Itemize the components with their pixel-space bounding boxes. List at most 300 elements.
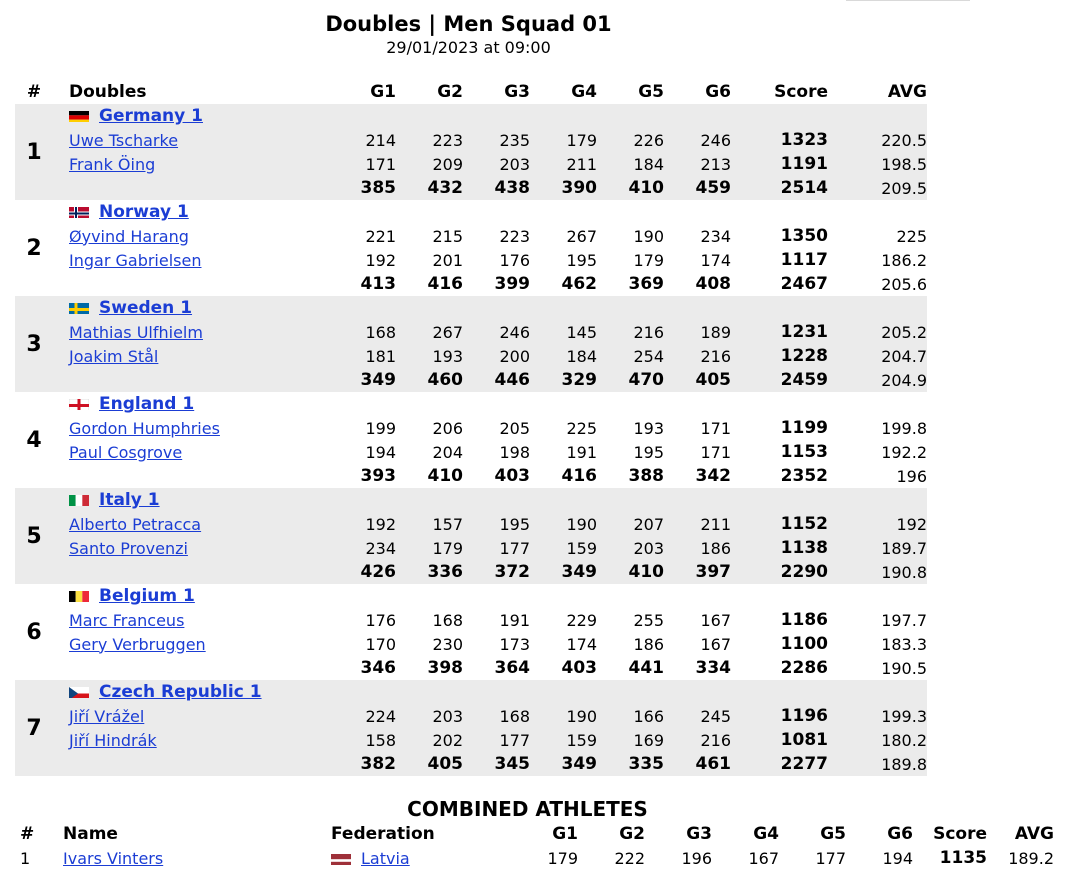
- player-total-score-value: 1199: [780, 418, 828, 438]
- team-game-total-value: 346: [360, 658, 396, 678]
- player-name-cell: [53, 704, 329, 728]
- game-score-g1: 192: [329, 512, 396, 536]
- game-score-g5: 193: [633, 418, 664, 438]
- team-game-total-g2: [396, 560, 463, 584]
- rank-number: 4: [26, 427, 42, 453]
- empty-cell: [329, 392, 396, 416]
- team-total-score: [731, 176, 828, 200]
- empty-cell: [828, 584, 927, 608]
- player-name-cell: [53, 632, 329, 656]
- empty-cell: [463, 200, 530, 224]
- game-score-g4: 267: [566, 226, 597, 246]
- col-g4: G4: [571, 81, 597, 102]
- sweden-flag-icon: [69, 301, 89, 314]
- team-name-row: [15, 392, 927, 416]
- team-totals-row: [15, 752, 927, 776]
- game-score-g3: 203: [463, 152, 530, 176]
- player-total-score-value: 1153: [780, 442, 828, 462]
- team-game-total-g3: [463, 464, 530, 488]
- empty-cell: [53, 176, 329, 200]
- game-score-g2: 168: [432, 610, 463, 630]
- empty-cell: [731, 584, 828, 608]
- empty-cell: [597, 104, 664, 128]
- team-game-total-g5: [597, 176, 664, 200]
- combined-col-score: Score: [933, 824, 987, 844]
- game-score-g4: 184: [530, 344, 597, 368]
- team-game-total-value: 398: [427, 658, 463, 678]
- team-group: [15, 200, 927, 296]
- player-link[interactable]: Marc Franceus: [69, 610, 185, 630]
- team-group: [15, 488, 927, 584]
- belgium-flag-icon: [69, 589, 89, 602]
- team-name-row: [15, 200, 927, 224]
- team-game-total-value: 345: [494, 754, 530, 774]
- team-game-total-g5: [597, 656, 664, 680]
- player-total-score: [731, 608, 828, 632]
- team-average: 204.9: [828, 368, 927, 392]
- england-flag-icon: [69, 397, 89, 410]
- team-total-score: [731, 752, 828, 776]
- player-total-score: [731, 440, 828, 464]
- player-link[interactable]: Ingar Gabrielsen: [69, 250, 202, 270]
- game-score-g2: 157: [396, 512, 463, 536]
- game-score-g6: 167: [700, 610, 731, 630]
- empty-cell: [530, 104, 597, 128]
- game-score-g5: 166: [597, 704, 664, 728]
- combined-score: [913, 846, 987, 870]
- player-link[interactable]: Joakim Stål: [69, 346, 159, 366]
- combined-athletes-table: [14, 822, 1054, 870]
- combined-game-g5: 177: [815, 848, 846, 868]
- game-score-g5: 169: [597, 728, 664, 752]
- game-score-g3: 200: [463, 344, 530, 368]
- empty-cell: [53, 656, 329, 680]
- game-score-g3: 195: [463, 512, 530, 536]
- player-total-score-value: 1138: [780, 538, 828, 558]
- game-score-g6: 246: [664, 128, 731, 152]
- player-link[interactable]: Mathias Ulfhielm: [69, 322, 203, 342]
- combined-col-g1: G1: [552, 824, 578, 844]
- team-average: 205.6: [881, 274, 927, 294]
- team-game-total-value: 393: [360, 466, 396, 486]
- team-game-total-g2: [396, 368, 463, 392]
- team-game-total-g5: [597, 752, 664, 776]
- team-name-cell: [53, 200, 329, 224]
- player-average: 192.2: [881, 442, 927, 462]
- player-total-score-value: 1231: [780, 322, 828, 342]
- player-total-score-value: 1228: [780, 346, 828, 366]
- game-score-g3: 177: [463, 728, 530, 752]
- team-name-cell: [53, 392, 329, 416]
- game-score-g4: 195: [566, 250, 597, 270]
- team-game-total-g5: [597, 560, 664, 584]
- team-total-score-value: 2514: [780, 178, 828, 198]
- game-score-g3: 177: [463, 536, 530, 560]
- player-total-score-value: 1152: [780, 514, 828, 534]
- rank-number: 1: [26, 139, 42, 165]
- team-group: [15, 104, 927, 200]
- rank-number: 7: [26, 715, 42, 741]
- player-row: [15, 344, 927, 368]
- team-link[interactable]: Czech Republic 1: [99, 682, 262, 702]
- team-game-total-value: 405: [427, 754, 463, 774]
- game-score-g2: 230: [432, 634, 463, 654]
- team-game-total-value: 399: [494, 274, 530, 294]
- game-score-g3: 168: [463, 704, 530, 728]
- team-game-total-g5: [597, 464, 664, 488]
- game-score-g1: 171: [329, 152, 396, 176]
- player-total-score: [731, 248, 828, 272]
- empty-cell: [463, 488, 530, 512]
- team-total-score-value: 2467: [780, 274, 828, 294]
- team-game-total-value: 372: [494, 562, 530, 582]
- team-name-row: [15, 104, 927, 128]
- team-game-total-g1: [329, 752, 396, 776]
- combined-col-federation: Federation: [331, 824, 435, 844]
- player-row: [15, 416, 927, 440]
- player-total-score-value: 1350: [780, 226, 828, 246]
- team-totals-row: [15, 560, 927, 584]
- player-name-cell: [53, 728, 329, 752]
- combined-average: 189.2: [1008, 848, 1054, 868]
- empty-cell: [597, 488, 664, 512]
- game-score-g6: 234: [700, 226, 731, 246]
- empty-cell: [329, 104, 396, 128]
- empty-cell: [53, 272, 329, 296]
- game-score-g2: 206: [432, 418, 463, 438]
- team-name-row: [15, 296, 927, 320]
- player-link[interactable]: Gery Verbruggen: [69, 634, 206, 654]
- team-game-total-value: 382: [360, 754, 396, 774]
- player-link[interactable]: Øyvind Harang: [69, 226, 189, 246]
- player-total-score-value: 1100: [780, 634, 828, 654]
- empty-cell: [597, 392, 664, 416]
- combined-game-g2: 222: [614, 848, 645, 868]
- team-game-total-g4: [530, 560, 597, 584]
- team-game-total-value: 441: [628, 658, 664, 678]
- player-link[interactable]: Alberto Petracca: [69, 514, 202, 534]
- team-link[interactable]: Belgium 1: [99, 586, 195, 606]
- game-score-g4: 190: [530, 704, 597, 728]
- team-total-score-value: 2277: [780, 754, 828, 774]
- team-link[interactable]: Norway 1: [99, 202, 189, 222]
- team-game-total-value: 426: [360, 562, 396, 582]
- team-totals-row: [15, 368, 927, 392]
- empty-cell: [329, 488, 396, 512]
- game-score-g5: 203: [597, 536, 664, 560]
- player-link[interactable]: Frank Öing: [69, 154, 156, 174]
- team-game-total-value: 462: [561, 274, 597, 294]
- latvia-flag-icon: [331, 852, 351, 865]
- team-totals-row: [15, 656, 927, 680]
- team-game-total-value: 334: [695, 658, 731, 678]
- rank-number: 2: [26, 235, 42, 261]
- player-total-score-value: 1081: [780, 730, 828, 750]
- player-total-score-value: 1196: [780, 706, 828, 726]
- rank-cell: [15, 104, 53, 200]
- game-score-g3: 246: [463, 320, 530, 344]
- team-average: 189.8: [828, 752, 927, 776]
- team-average: 196: [896, 466, 927, 486]
- player-link[interactable]: Paul Cosgrove: [69, 442, 183, 462]
- team-average: 190.5: [881, 658, 927, 678]
- col-score: Score: [774, 81, 828, 102]
- team-game-total-g1: [329, 656, 396, 680]
- team-game-total-g1: [329, 176, 396, 200]
- page-subtitle: 29/01/2023 at 09:00: [386, 38, 551, 57]
- empty-cell: [664, 104, 731, 128]
- team-group: [15, 296, 927, 392]
- player-link[interactable]: Jiří Vrážel: [69, 706, 145, 726]
- empty-cell: [329, 680, 396, 704]
- game-score-g5: 226: [597, 128, 664, 152]
- team-game-total-g6: [664, 656, 731, 680]
- team-game-total-value: 470: [628, 370, 664, 390]
- player-row: [15, 632, 927, 656]
- player-row: [15, 536, 927, 560]
- game-score-g6: 174: [700, 250, 731, 270]
- rank-cell: [15, 488, 53, 584]
- team-game-total-g5: [597, 368, 664, 392]
- player-name-cell: [53, 128, 329, 152]
- team-game-total-value: 410: [628, 562, 664, 582]
- team-total-score: [731, 464, 828, 488]
- game-score-g6: 211: [664, 512, 731, 536]
- team-game-total-value: 390: [561, 178, 597, 198]
- empty-cell: [597, 680, 664, 704]
- team-total-score-value: 2459: [780, 370, 828, 390]
- player-row: [15, 248, 927, 272]
- empty-cell: [53, 560, 329, 584]
- team-group: [15, 584, 927, 680]
- top-divider: [846, 0, 970, 1]
- game-score-g3: 223: [499, 226, 530, 246]
- rank-cell: [15, 584, 53, 680]
- game-score-g5: 184: [597, 152, 664, 176]
- rank-cell: [15, 296, 53, 392]
- team-total-score: [731, 272, 828, 296]
- game-score-g6: 167: [700, 634, 731, 654]
- game-score-g4: 159: [530, 728, 597, 752]
- team-name-cell: [53, 104, 329, 128]
- team-game-total-g6: [664, 272, 731, 296]
- empty-cell: [828, 104, 927, 128]
- empty-cell: [664, 488, 731, 512]
- game-score-g2: 204: [432, 442, 463, 462]
- game-score-g5: 207: [597, 512, 664, 536]
- game-score-g6: 189: [664, 320, 731, 344]
- col-doubles: Doubles: [69, 81, 147, 102]
- italy-flag-icon: [69, 493, 89, 506]
- player-average: 204.7: [828, 344, 927, 368]
- empty-cell: [731, 104, 828, 128]
- team-totals-row: [15, 272, 927, 296]
- empty-cell: [530, 680, 597, 704]
- federation-cell: [331, 846, 511, 870]
- game-score-g1: 199: [365, 418, 396, 438]
- combined-col-name: Name: [63, 824, 118, 844]
- game-score-g4: 225: [566, 418, 597, 438]
- team-name-row: [15, 488, 927, 512]
- player-link[interactable]: Santo Provenzi: [69, 538, 188, 558]
- game-score-g6: 186: [664, 536, 731, 560]
- team-game-total-value: 459: [695, 178, 731, 198]
- empty-cell: [396, 296, 463, 320]
- combined-game-g3: 196: [681, 848, 712, 868]
- rank-cell: [15, 680, 53, 776]
- combined-athletes-title: COMBINED ATHLETES: [407, 797, 648, 821]
- team-game-total-g4: [530, 176, 597, 200]
- team-game-total-value: 460: [427, 370, 463, 390]
- table-header-row: [15, 79, 927, 104]
- team-link[interactable]: Sweden 1: [99, 298, 193, 318]
- team-name-cell: [53, 584, 329, 608]
- combined-col-g5: G5: [820, 824, 846, 844]
- empty-cell: [396, 584, 463, 608]
- team-name-cell: [53, 488, 329, 512]
- game-score-g1: 168: [329, 320, 396, 344]
- team-game-total-value: 385: [360, 178, 396, 198]
- team-link[interactable]: Italy 1: [99, 490, 160, 510]
- player-average: 199.3: [828, 704, 927, 728]
- game-score-g4: 190: [530, 512, 597, 536]
- empty-cell: [597, 584, 664, 608]
- game-score-g2: 201: [432, 250, 463, 270]
- team-game-total-g2: [396, 656, 463, 680]
- game-score-g1: 181: [329, 344, 396, 368]
- empty-cell: [664, 392, 731, 416]
- player-total-score: [731, 344, 828, 368]
- combined-col-rank: #: [20, 824, 35, 844]
- empty-cell: [664, 296, 731, 320]
- empty-cell: [463, 392, 530, 416]
- player-total-score: [731, 512, 828, 536]
- game-score-g3: 198: [499, 442, 530, 462]
- team-game-total-value: 349: [360, 370, 396, 390]
- combined-score-value: 1135: [939, 848, 987, 868]
- player-row: [15, 728, 927, 752]
- game-score-g2: 179: [396, 536, 463, 560]
- empty-cell: [664, 680, 731, 704]
- col-avg: AVG: [887, 81, 927, 102]
- empty-cell: [828, 296, 927, 320]
- czech-flag-icon: [69, 685, 89, 698]
- game-score-g2: 202: [396, 728, 463, 752]
- player-average: 199.8: [881, 418, 927, 438]
- game-score-g5: 179: [633, 250, 664, 270]
- game-score-g1: 234: [329, 536, 396, 560]
- team-game-total-g3: [463, 560, 530, 584]
- team-game-total-g3: [463, 656, 530, 680]
- rank-cell: [15, 392, 53, 488]
- player-link[interactable]: Uwe Tscharke: [69, 130, 179, 150]
- game-score-g6: 213: [664, 152, 731, 176]
- rank-cell: [15, 200, 53, 296]
- federation-link[interactable]: Latvia: [361, 848, 410, 868]
- player-row: [15, 320, 927, 344]
- combined-header-row: [14, 822, 1054, 846]
- athlete-link[interactable]: Ivars Vinters: [63, 848, 164, 868]
- player-total-score-value: 1117: [780, 250, 828, 270]
- game-score-g2: 267: [396, 320, 463, 344]
- empty-cell: [396, 392, 463, 416]
- player-total-score: [731, 320, 828, 344]
- game-score-g2: 223: [396, 128, 463, 152]
- game-score-g6: 216: [664, 344, 731, 368]
- team-game-total-g4: [530, 368, 597, 392]
- team-total-score: [731, 560, 828, 584]
- team-game-total-value: 336: [427, 562, 463, 582]
- col-rank: #: [26, 81, 42, 102]
- team-total-score: [731, 656, 828, 680]
- player-total-score-value: 1186: [780, 610, 828, 630]
- player-name-cell: [53, 536, 329, 560]
- empty-cell: [530, 200, 597, 224]
- empty-cell: [597, 296, 664, 320]
- game-score-g5: 255: [633, 610, 664, 630]
- player-average: 180.2: [828, 728, 927, 752]
- empty-cell: [463, 296, 530, 320]
- norway-flag-icon: [69, 205, 89, 218]
- team-game-total-value: 416: [561, 466, 597, 486]
- game-score-g5: 254: [597, 344, 664, 368]
- player-link[interactable]: Gordon Humphries: [69, 418, 220, 438]
- empty-cell: [463, 104, 530, 128]
- col-g1: G1: [370, 81, 396, 102]
- player-name-cell: [53, 416, 329, 440]
- empty-cell: [463, 584, 530, 608]
- team-name-cell: [53, 680, 329, 704]
- team-game-total-g4: [530, 752, 597, 776]
- empty-cell: [329, 296, 396, 320]
- game-score-g1: 221: [365, 226, 396, 246]
- player-average: 225: [896, 226, 927, 246]
- empty-cell: [53, 368, 329, 392]
- team-average: 209.5: [828, 176, 927, 200]
- game-score-g2: 203: [396, 704, 463, 728]
- player-row: [15, 440, 927, 464]
- team-totals-row: [15, 464, 927, 488]
- team-game-total-g2: [396, 752, 463, 776]
- player-name-cell: [53, 440, 329, 464]
- player-total-score: [731, 224, 828, 248]
- combined-col-g3: G3: [686, 824, 712, 844]
- player-total-score: [731, 632, 828, 656]
- empty-cell: [396, 488, 463, 512]
- team-game-total-value: 364: [494, 658, 530, 678]
- team-group: [15, 680, 927, 776]
- player-total-score-value: 1323: [780, 130, 828, 150]
- game-score-g3: 235: [463, 128, 530, 152]
- empty-cell: [396, 104, 463, 128]
- empty-cell: [731, 680, 828, 704]
- empty-cell: [396, 680, 463, 704]
- team-game-total-g2: [396, 272, 463, 296]
- player-row: [15, 224, 927, 248]
- empty-cell: [530, 296, 597, 320]
- game-score-g5: 186: [633, 634, 664, 654]
- player-name-cell: [53, 512, 329, 536]
- team-name-row: [15, 680, 927, 704]
- team-link[interactable]: England 1: [99, 394, 195, 414]
- combined-game-g1: 179: [547, 848, 578, 868]
- team-name-row: [15, 584, 927, 608]
- team-link[interactable]: Germany 1: [99, 106, 203, 126]
- player-average: 183.3: [881, 634, 927, 654]
- player-link[interactable]: Jiří Hindrák: [69, 730, 157, 750]
- team-game-total-g1: [329, 368, 396, 392]
- player-total-score: [731, 704, 828, 728]
